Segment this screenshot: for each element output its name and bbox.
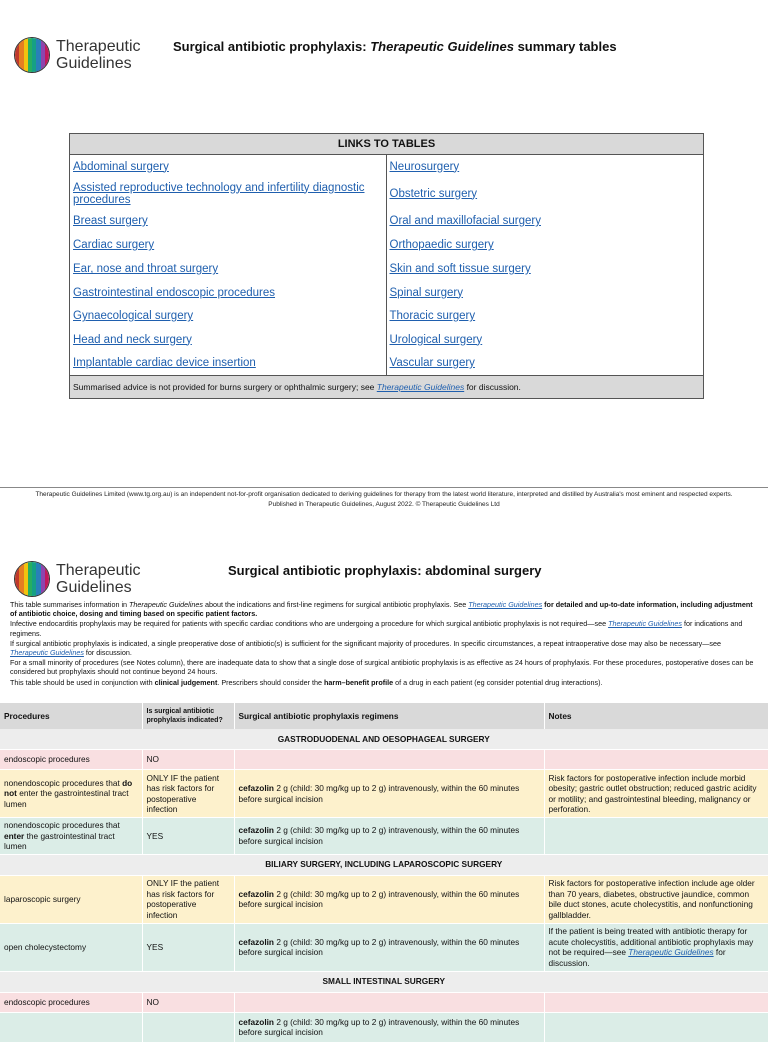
link-right-9[interactable]: Vascular surgery: [389, 357, 475, 369]
procedure-cell: laparoscopic surgery: [0, 875, 142, 923]
procedure-cell: endoscopic procedures: [0, 750, 142, 770]
logo-line-1: Therapeutic: [56, 38, 141, 55]
regimen-cell: cefazolin 2 g (child: 30 mg/kg up to 2 g) intravenously, within the 60 minutes before surgical incision: [234, 818, 544, 855]
table-row: [0, 750, 768, 770]
section-heading: BILIARY SURGERY, INCLUDING LAPAROSCOPIC SURGERY: [0, 854, 768, 875]
indicated-cell: [142, 1012, 234, 1042]
regimen-cell: cefazolin 2 g (child: 30 mg/kg up to 2 g) intravenously, within the 60 minutes before surgical incision: [234, 923, 544, 971]
tg-link[interactable]: Therapeutic Guidelines: [468, 600, 543, 609]
indicated-cell: YES: [142, 923, 234, 971]
table-row: [0, 923, 768, 971]
tg-logo-icon: [14, 561, 50, 597]
link-left-6[interactable]: Gastrointestinal endoscopic procedures: [73, 286, 276, 299]
intro-text: [10, 600, 758, 688]
tg-link[interactable]: Therapeutic Guidelines: [608, 619, 682, 629]
logo-line-1: Therapeutic: [56, 562, 141, 579]
procedure-cell: [0, 1012, 142, 1042]
links-heading: LINKS TO TABLES: [70, 134, 703, 155]
table-row: [0, 770, 768, 818]
logo-line-2: Guidelines: [56, 55, 132, 72]
intro-para-5: This table should be used in conjunction with clinical judgement. Prescribers should consider the harm–benefit profile of a drug in each patient (eg consider potential drug interactions).: [10, 677, 603, 687]
notes-cell: [544, 750, 768, 770]
intro-para-2: Infective endocarditis prophylaxis may be required for patients with specific cardiac conditions who are undergoing a procedure for which surgical antibiotic prophylaxis is not required—see Therapeutic Guidelines for indications and regimens.: [10, 619, 743, 638]
section-row: [0, 729, 768, 750]
notes-cell: [544, 818, 768, 855]
indicated-cell: NO: [142, 750, 234, 770]
link-right-1[interactable]: Neurosurgery: [389, 160, 460, 173]
table-row: [0, 1012, 768, 1042]
section-title: Surgical antibiotic prophylaxis: abdominal surgery: [228, 563, 542, 578]
link-right-5[interactable]: Skin and soft tissue surgery: [389, 263, 531, 275]
link-right-8[interactable]: Urological surgery: [389, 333, 483, 346]
link-right-7[interactable]: Thoracic surgery: [389, 310, 476, 322]
indicated-cell: NO: [142, 992, 234, 1012]
section-row: [0, 971, 768, 992]
procedure-cell: nonendoscopic procedures that enter the gastrointestinal tract lumen: [0, 818, 142, 855]
link-right-2[interactable]: Obstetric surgery: [389, 187, 478, 200]
tg-link[interactable]: Therapeutic Guidelines: [628, 947, 714, 957]
section-heading: SMALL INTESTINAL SURGERY: [0, 971, 768, 992]
links-table: [69, 133, 704, 399]
tg-link[interactable]: Therapeutic Guidelines: [376, 382, 465, 392]
page-footer: [0, 487, 768, 510]
link-left-4[interactable]: Cardiac surgery: [73, 239, 155, 251]
section-row: [0, 854, 768, 875]
table-row: [0, 875, 768, 923]
link-left-1[interactable]: Abdominal surgery: [73, 160, 169, 173]
link-left-2[interactable]: Assisted reproductive technology and infertility diagnostic procedures: [73, 181, 365, 206]
link-left-7[interactable]: Gynaecological surgery: [73, 310, 194, 322]
header-regimens: Surgical antibiotic prophylaxis regimens: [234, 703, 544, 729]
notes-cell: [544, 1012, 768, 1042]
link-right-6[interactable]: Spinal surgery: [389, 286, 464, 299]
link-left-3[interactable]: Breast surgery: [73, 215, 148, 227]
page-title: Surgical antibiotic prophylaxis: Therapeutic Guidelines summary tables: [173, 39, 617, 54]
regimen-cell: [234, 750, 544, 770]
intro-para-4: For a small minority of procedures (see Notes column), there are inadequate data to show that a single dose of surgical antibiotic prophylaxis is as effective as 24 hours of prophylaxis. For these procedures, postoperative doses can be considered but prophylaxis should not continue beyond 24 hours.: [10, 658, 754, 677]
notes-cell: Risk factors for postoperative infection include age older than 70 years, diabetes, obstructive jaundice, common bile duct stones, acute cholecystitis, and nonfunctioning gallbladder.: [544, 875, 768, 923]
link-right-4[interactable]: Orthopaedic surgery: [389, 239, 494, 251]
notes-cell: [544, 992, 768, 1012]
section-heading: GASTRODUODENAL AND OESOPHAGEAL SURGERY: [0, 729, 768, 750]
indicated-cell: ONLY IF the patient has risk factors for postoperative infection: [142, 770, 234, 818]
footer-line-2: Published in Therapeutic Guidelines, August 2022. © Therapeutic Guidelines Ltd: [268, 501, 500, 508]
indicated-cell: ONLY IF the patient has risk factors for postoperative infection: [142, 875, 234, 923]
logo-line-2: Guidelines: [56, 579, 132, 596]
regimen-cell: [234, 992, 544, 1012]
procedure-cell: nonendoscopic procedures that do not enter the gastrointestinal tract lumen: [0, 770, 142, 818]
regimen-cell: cefazolin 2 g (child: 30 mg/kg up to 2 g) intravenously, within the 60 minutes before surgical incision: [234, 875, 544, 923]
table-header-row: [0, 703, 768, 729]
prophylaxis-table: [0, 703, 768, 1043]
notes-cell: If the patient is being treated with antibiotic therapy for acute cholecystitis, additional antibiotic prophylaxis may not be required—see Therapeutic Guidelines for discussion.: [544, 923, 768, 971]
header-indicated: Is surgical antibiotic prophylaxis indicated?: [142, 703, 234, 729]
header-notes: Notes: [544, 703, 768, 729]
links-footnote: Summarised advice is not provided for burns surgery or ophthalmic surgery; see Therapeutic Guidelines for discussion.: [70, 375, 703, 398]
intro-para-1: This table summarises information in Therapeutic Guidelines about the indications and first-line regimens for surgical antibiotic prophylaxis. See Therapeutic Guidelines for detailed and up-to-date information, including adjustment of antibiotic choice, dosing and timing based on specific patient factors.: [10, 600, 753, 619]
tg-logo: [14, 561, 141, 597]
tg-logo-icon: [14, 37, 50, 73]
procedure-cell: endoscopic procedures: [0, 992, 142, 1012]
footer-line-1: Therapeutic Guidelines Limited (www.tg.org.au) is an independent not-for-profit organisation dedicated to deriving guidelines for therapy from the latest world literature, interpreted and distilled by Australia's most eminent and respected experts.: [35, 491, 733, 498]
regimen-cell: cefazolin 2 g (child: 30 mg/kg up to 2 g) intravenously, within the 60 minutes before surgical incision: [234, 1012, 544, 1042]
link-left-8[interactable]: Head and neck surgery: [73, 333, 192, 346]
tg-link[interactable]: Therapeutic Guidelines: [10, 648, 84, 658]
procedure-cell: open cholecystectomy: [0, 923, 142, 971]
tg-logo: [14, 37, 141, 73]
header-procedures: Procedures: [0, 703, 142, 729]
table-row: [0, 992, 768, 1012]
table-row: [0, 818, 768, 855]
intro-para-3: If surgical antibiotic prophylaxis is indicated, a single preoperative dose of antibiotic(s) is sufficient for the significant majority of procedures. In specific circumstances, a repeat intraoperative dose may also be necessary—see Therapeutic Guidelines for discussion.: [10, 638, 721, 658]
notes-cell: Risk factors for postoperative infection include morbid obesity; gastric outlet obstruction; reduced gastric acidity or motility; and gastrointestinal bleeding, malignancy or perforation.: [544, 770, 768, 818]
link-left-5[interactable]: Ear, nose and throat surgery: [73, 263, 219, 275]
link-left-9[interactable]: Implantable cardiac device insertion: [73, 357, 256, 369]
indicated-cell: YES: [142, 818, 234, 855]
link-right-3[interactable]: Oral and maxillofacial surgery: [389, 215, 541, 227]
regimen-cell: cefazolin 2 g (child: 30 mg/kg up to 2 g) intravenously, within the 60 minutes before surgical incision: [234, 770, 544, 818]
